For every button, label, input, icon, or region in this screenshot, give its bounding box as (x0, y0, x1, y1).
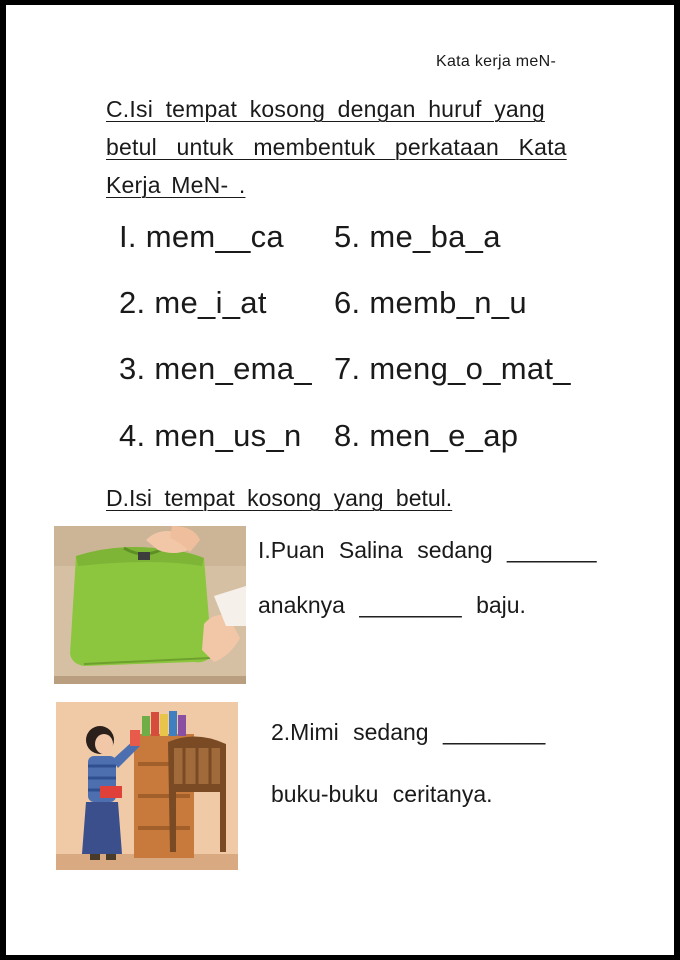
section-c-instruction-line-1: C.Isi tempat kosong dengan huruf yang (106, 96, 545, 122)
girl-bookshelf-illustration (56, 702, 238, 870)
question-1-line-1: I.Puan Salina sedang _______ (258, 537, 597, 563)
section-c-instruction-line-3: Kerja MeN- . (106, 172, 246, 198)
exercise-item-5: 5. me_ba_a (334, 219, 501, 254)
exercise-item-3: 3. men_ema_ (119, 351, 312, 386)
question-2-line-2: buku-buku ceritanya. (271, 781, 493, 807)
question-2-line-1: 2.Mimi sedang ________ (271, 719, 546, 745)
exercise-item-2: 2. me_i_at (119, 285, 267, 320)
exercise-item-8: 8. men_e_ap (334, 418, 519, 453)
section-d-instruction: D.Isi tempat kosong yang betul. (106, 485, 453, 511)
section-c-instruction-line-2: betul untuk membentuk perkataan Kata (106, 134, 567, 160)
question-1-line-2: anaknya ________ baju. (258, 592, 526, 618)
exercise-item-4: 4. men_us_n (119, 418, 302, 453)
worksheet-page (6, 5, 674, 955)
topic-label: Kata kerja meN- (436, 53, 557, 70)
exercise-item-6: 6. memb_n_u (334, 285, 527, 320)
exercise-item-7: 7. meng_o_mat_ (334, 351, 571, 386)
exercise-item-1: I. mem__ca (119, 219, 284, 254)
folding-shirt-illustration (54, 526, 246, 684)
